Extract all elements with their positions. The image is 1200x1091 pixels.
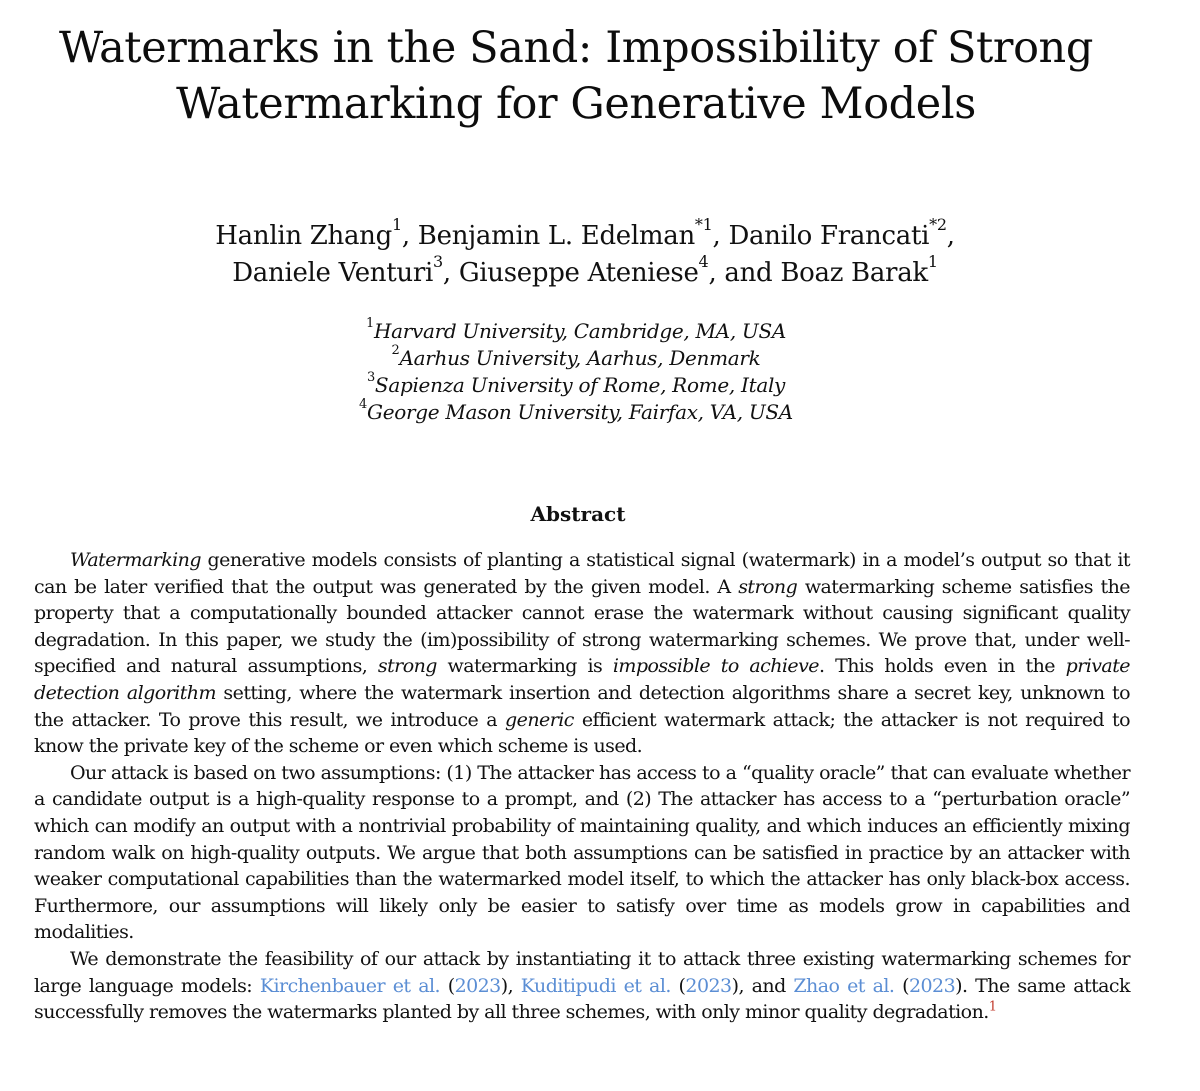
author-line-1	[0, 215, 1170, 255]
author-list	[0, 215, 1170, 292]
paper-title	[0, 20, 1152, 132]
abstract-text: (	[894, 974, 909, 997]
citation-link-kuditipudi[interactable]: Kuditipudi et al.	[520, 974, 671, 997]
abstract-text: setting, where the watermark insertion and detection algorithms share a secret key, unknown to the attacker. To prove this result, we introduce a	[34, 681, 1130, 731]
abstract-text: ),	[500, 974, 521, 997]
abstract-text: watermarking is	[436, 655, 613, 678]
abstract-text: . This holds even in the	[818, 655, 1066, 678]
abstract-text: ), and	[731, 974, 794, 997]
author-name: Boaz Barak	[780, 258, 928, 288]
affiliation-text: Harvard University, Cambridge, MA, USA	[373, 319, 787, 343]
author-affil-mark: 3	[432, 252, 443, 272]
abstract-heading: Abstract	[530, 502, 626, 526]
affiliation-list	[0, 318, 1152, 426]
emphasis: strong	[738, 575, 798, 598]
author-affil-mark: 1	[927, 252, 938, 272]
emphasis: Watermarking	[70, 549, 201, 571]
author-name: Hanlin Zhang	[215, 221, 392, 251]
citation-link-zhao[interactable]: Zhao et al.	[793, 974, 895, 997]
abstract-text: (	[670, 974, 686, 997]
author-sep: ,	[712, 221, 729, 251]
citation-year-link[interactable]: 2023	[685, 974, 732, 997]
affiliation-item	[0, 318, 1152, 345]
affiliation-mark: 2	[391, 343, 400, 359]
emphasis: strong	[377, 655, 437, 678]
author-name: Danilo Francati	[728, 221, 930, 251]
emphasis: private detection algorithm	[34, 655, 1130, 704]
title-line-1: Watermarks in the Sand: Impossibility of Strong	[59, 23, 1093, 73]
citation-year-link[interactable]: 2023	[908, 974, 956, 997]
citation-link-kirchenbauer[interactable]: Kirchenbauer et al.	[259, 974, 440, 997]
author-name: Benjamin L. Edelman	[417, 221, 695, 251]
author-affil-mark: *2	[929, 215, 947, 235]
affiliation-item	[0, 345, 1152, 372]
affiliation-mark: 3	[366, 370, 375, 386]
author-sep: ,	[946, 221, 955, 251]
affiliation-text: George Mason University, Fairfax, VA, USA	[367, 400, 793, 424]
affiliation-mark: 4	[359, 397, 368, 413]
abstract-text: efficient watermark attack; the attacker is not required to know the private key of the scheme or even which scheme is used.	[34, 708, 1131, 758]
author-affil-mark: 1	[391, 215, 402, 235]
author-sep: , and	[708, 258, 781, 288]
author-affil-mark: 4	[698, 252, 709, 272]
affiliation-item	[0, 399, 1152, 426]
author-sep: ,	[401, 221, 418, 251]
abstract-text: watermarking scheme satisfies the property that a computationally bounded attacker cannot erase the watermark without causing significant quality degradation. In this paper, we study the (im)possibility of strong watermarking schemes. We prove that, under well-specified and natural assumptions,	[34, 575, 1130, 678]
author-line-2	[0, 252, 1170, 292]
emphasis: generic	[505, 708, 574, 731]
affiliation-text: Sapienza University of Rome, Rome, Italy	[374, 373, 786, 397]
affiliation-text: Aarhus University, Aarhus, Denmark	[399, 346, 761, 370]
emphasis: impossible to achieve	[612, 655, 819, 678]
author-name: Giuseppe Ateniese	[458, 258, 699, 288]
abstract-text: (	[440, 974, 455, 997]
abstract-body	[34, 547, 1130, 1026]
abstract-text: generative models consists of planting a statistical signal (watermark) in a model’s output so that it can be later verified that the output was generated by the given model. A	[34, 549, 1130, 598]
citation-year-link[interactable]: 2023	[454, 974, 501, 997]
author-sep: ,	[442, 258, 459, 288]
abstract-text: We demonstrate the feasibility of our attack by instantiating it to attack three existing watermarking schemes for large language models:	[34, 947, 1130, 997]
author-affil-mark: *1	[694, 215, 713, 235]
abstract-paragraph-3	[34, 946, 1130, 1026]
author-name: Daniele Venturi	[232, 258, 433, 288]
abstract-paragraph-1	[34, 547, 1130, 760]
footnote-marker[interactable]: 1	[988, 999, 997, 1015]
affiliation-mark: 1	[365, 316, 374, 332]
affiliation-item	[0, 372, 1152, 399]
abstract-text: ). The same attack successfully removes the watermarks planted by all three schemes, with only minor quality degradation.	[34, 974, 1130, 1024]
abstract-paragraph-2: Our attack is based on two assumptions: (1) The attacker has access to a “quality oracle” that can evaluate whether a candidate output is a high-quality response to a prompt, and (2) The attacker has access to a “perturbation oracle” which can modify an output with a nontrivial probability of maintaining quality, and which induces an efficiently mixing random walk on high-quality outputs. We argue that both assumptions can be satisfied in practice by an attacker with weaker computational capabilities than the watermarked model itself, to which the attacker has only black-box access. Furthermore, our assumptions will likely only be easier to satisfy over time as models grow in capabilities and modalities.	[34, 761, 1130, 944]
title-line-2: Watermarking for Generative Models	[176, 79, 976, 129]
